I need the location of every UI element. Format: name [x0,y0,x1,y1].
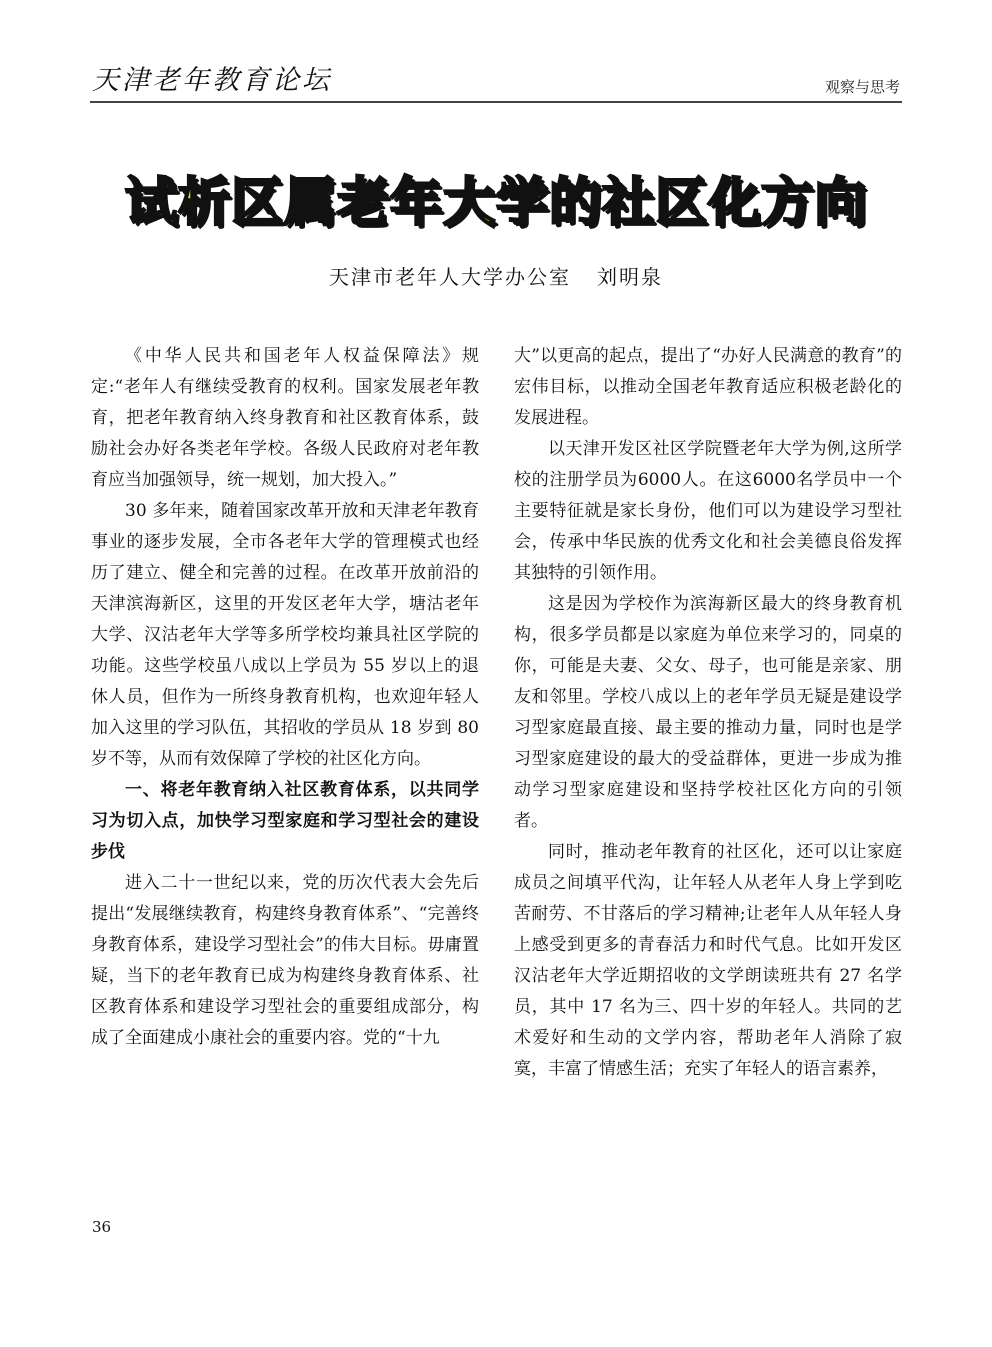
section-heading: 一、将老年教育纳入社区教育体系，以共同学习为切入点，加快学习型家庭和学习型社会的建设步伐 [91,780,479,862]
author-name: 刘明泉 [597,265,663,289]
left-column [91,341,479,1054]
paragraph: 以天津开发区社区学院暨老年大学为例,这所学校的注册学员为6000人。在这6000名学员中一个主要特征就是家长身份，他们可以为建设学习型社会，传承中华民族的优秀文化和社会美德良俗发挥其独特的引领作用。 [514,439,902,583]
paragraph-continued: 大”以更高的起点，提出了“办好人民满意的教育”的宏伟目标，以推动全国老年教育适应积极老龄化的发展进程。 [514,346,902,428]
section-label: 观察与思考 [824,78,900,96]
article-byline [0,261,992,290]
header-divider [90,101,902,103]
paragraph: 《中华人民共和国老年人权益保障法》规定:“老年人有继续受教育的权利。国家发展老年教育，把老年教育纳入终身教育和社区教育体系，鼓励社会办好各类老年学校。各级人民政府对老年教育应当加强领导，统一规划，加大投入。” [91,346,479,490]
paragraph: 这是因为学校作为滨海新区最大的终身教育机构，很多学员都是以家庭为单位来学习的，同桌的你，可能是夫妻、父女、母子，也可能是亲家、朋友和邻里。学校八成以上的老年学员无疑是建设学习型家庭最直接、最主要的推动力量，同时也是学习型家庭建设的最大的受益群体，更进一步成为推动学习型家庭建设和坚持学校社区化方向的引领者。 [514,594,902,831]
paragraph: 进入二十一世纪以来，党的历次代表大会先后提出“发展继续教育，构建终身教育体系”、“完善终身教育体系，建设学习型社会”的伟大目标。毋庸置疑，当下的老年教育已成为构建终身教育体系、社区教育体系和建设学习型社会的重要组成部分，构成了全面建成小康社会的重要内容。党的“十九 [91,873,479,1048]
right-column [514,341,902,1085]
author-organization: 天津市老年人大学办公室 [329,265,571,289]
article-title: 试析区属老年大学的社区化方向 [124,173,867,233]
journal-masthead: 天津老年教育论坛 [92,65,332,96]
page-number: 36 [92,1218,112,1236]
paragraph: 30 多年来，随着国家改革开放和天津老年教育事业的逐步发展，全市各老年大学的管理模式也经历了建立、健全和完善的过程。在改革开放前沿的天津滨海新区，这里的开发区老年大学，塘沽老年大学、汉沽老年大学等多所学校均兼具社区学院的功能。这些学校虽八成以上学员为 55 岁以上的退休人员，但作为一所终身教育机构，也欢迎年轻人加入这里的学习队伍，其招收的学员从 18 岁到 80 岁不等，从而有效保障了学校的社区化方向。 [91,501,479,769]
paragraph: 同时，推动老年教育的社区化，还可以让家庭成员之间填平代沟，让年轻人从老年人身上学到吃苦耐劳、不甘落后的学习精神;让老年人从年轻人身上感受到更多的青春活力和时代气息。比如开发区汉沽老年大学近期招收的文学朗读班共有 27 名学员，其中 17 名为三、四十岁的年轻人。共同的艺术爱好和生动的文学内容，帮助老年人消除了寂寞，丰富了情感生活；充实了年轻人的语言素养， [514,842,902,1079]
